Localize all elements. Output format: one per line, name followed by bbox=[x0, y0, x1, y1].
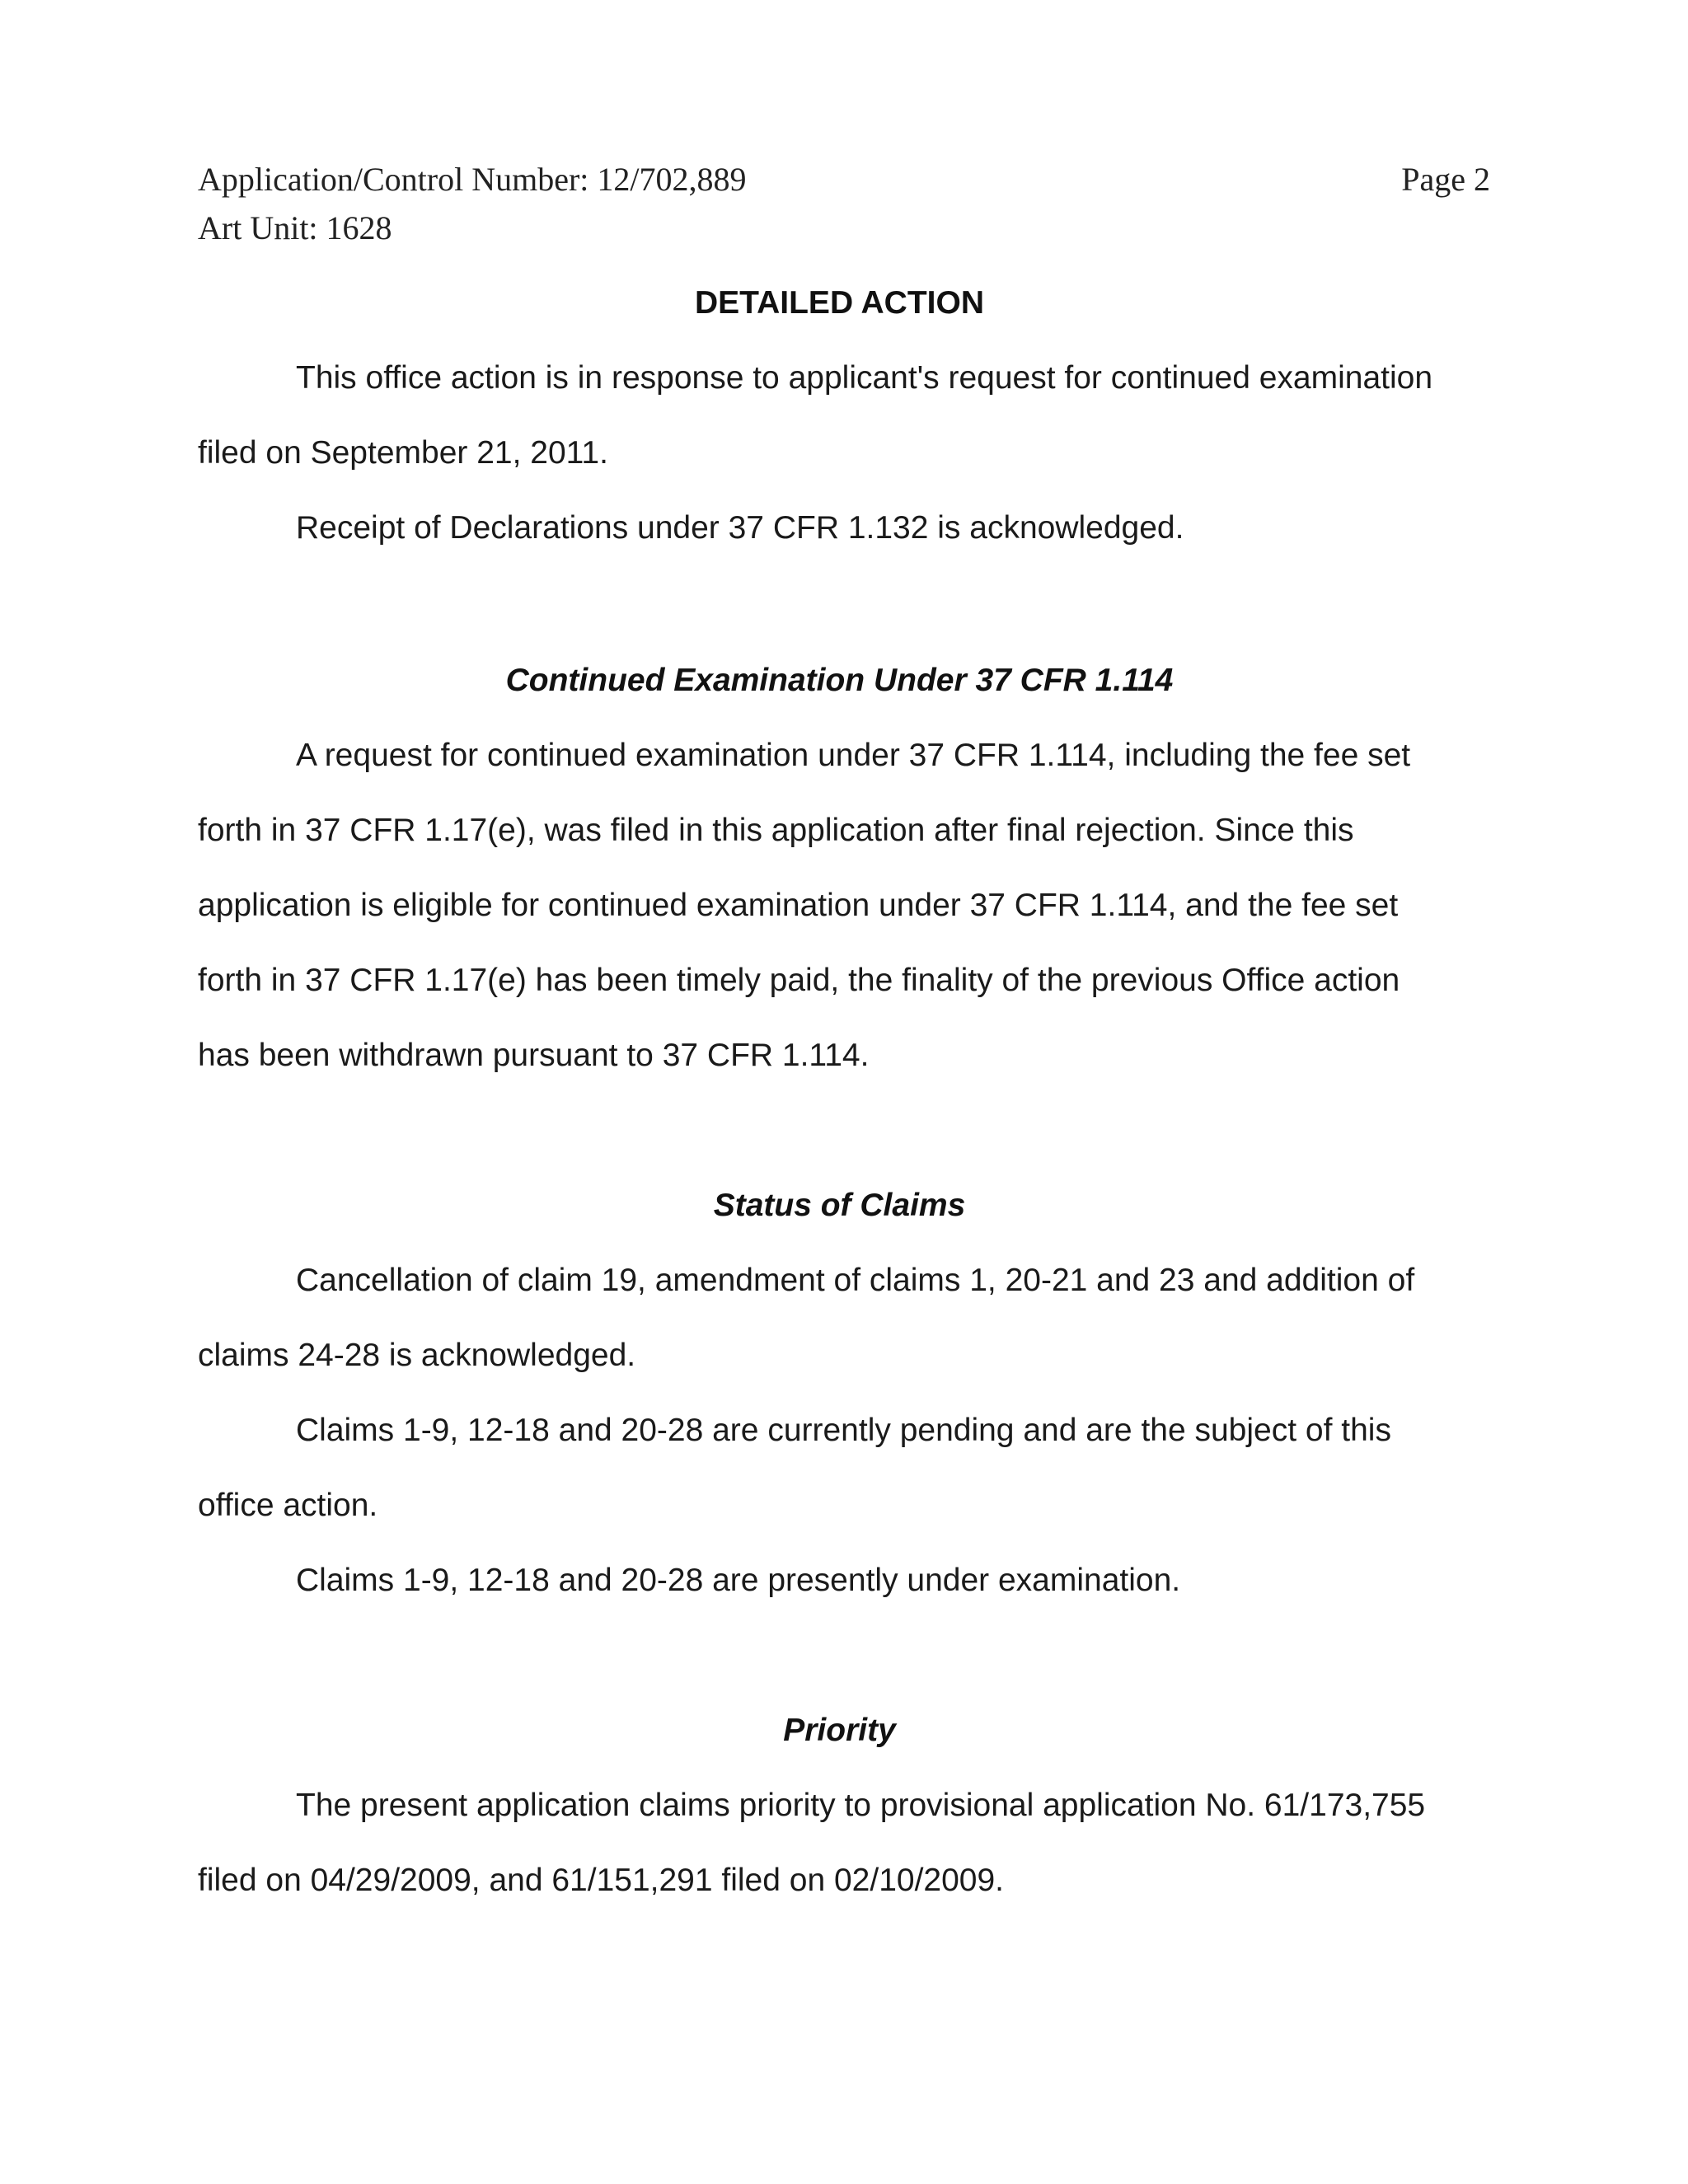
status-line-5: Claims 1-9, 12-18 and 20-28 are presently under examination. bbox=[296, 1563, 1181, 1598]
section-heading-priority: Priority bbox=[783, 1713, 896, 1748]
continued-exam-line-5: has been withdrawn pursuant to 37 CFR 1.114. bbox=[198, 1038, 870, 1073]
application-number: Application/Control Number: 12/702,889 bbox=[198, 161, 747, 198]
art-unit: Art Unit: 1628 bbox=[198, 209, 392, 246]
document-title: DETAILED ACTION bbox=[695, 285, 984, 321]
status-line-2: claims 24-28 is acknowledged. bbox=[198, 1338, 636, 1373]
priority-line-2: filed on 04/29/2009, and 61/151,291 filed on 02/10/2009. bbox=[198, 1863, 1005, 1898]
intro-line-1: This office action is in response to applicant's request for continued examination bbox=[296, 360, 1433, 396]
continued-exam-line-2: forth in 37 CFR 1.17(e), was filed in this application after final rejection. Since this bbox=[198, 813, 1354, 848]
intro-line-2: filed on September 21, 2011. bbox=[198, 435, 608, 471]
section-heading-status-of-claims: Status of Claims bbox=[713, 1188, 966, 1223]
status-line-3: Claims 1-9, 12-18 and 20-28 are currently pending and are the subject of this bbox=[296, 1413, 1391, 1448]
continued-exam-line-4: forth in 37 CFR 1.17(e) has been timely paid, the finality of the previous Office action bbox=[198, 963, 1400, 998]
continued-exam-line-3: application is eligible for continued examination under 37 CFR 1.114, and the fee set bbox=[198, 888, 1399, 923]
page-number: Page 2 bbox=[1401, 161, 1490, 198]
intro-line-3: Receipt of Declarations under 37 CFR 1.132 is acknowledged. bbox=[296, 510, 1184, 546]
continued-exam-line-1: A request for continued examination under 37 CFR 1.114, including the fee set bbox=[296, 738, 1411, 773]
section-heading-continued-examination: Continued Examination Under 37 CFR 1.114 bbox=[505, 663, 1174, 698]
priority-line-1: The present application claims priority to provisional application No. 61/173,755 bbox=[296, 1788, 1426, 1823]
status-line-4: office action. bbox=[198, 1488, 378, 1523]
status-line-1: Cancellation of claim 19, amendment of claims 1, 20-21 and 23 and addition of bbox=[296, 1263, 1415, 1298]
